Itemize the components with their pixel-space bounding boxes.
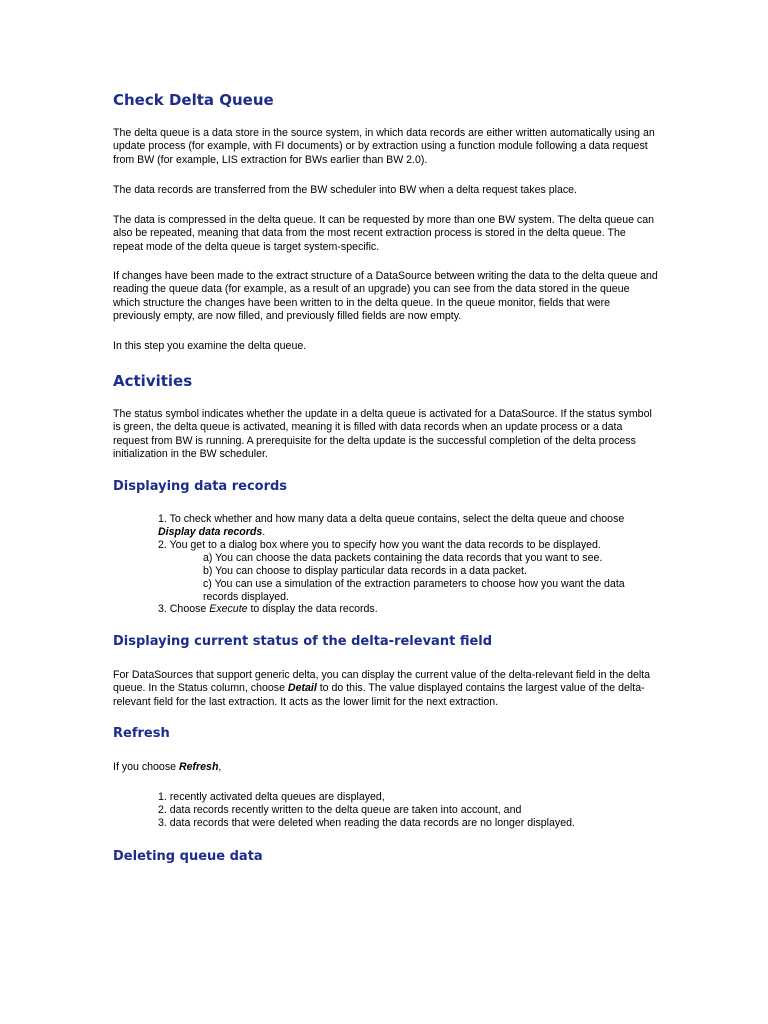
activities-paragraph: The status symbol indicates whether the update in a delta queue is activated for a DataSource. If the status symbol is green, the delta queue is activated, meaning it is filled with data records when an update process or a data request from BW is running. A prerequisite for the delta update is the successful completion of the delta process initialization in the BW scheduler.: [113, 408, 652, 460]
step-text: 1. To check whether and how many data a delta queue contains, select the delta queue and choose: [158, 513, 625, 525]
sub-list-item: a) You can choose the data packets containing the data records that you want to see.: [203, 552, 603, 564]
list-item: 2. You get to a dialog box where you to specify how you want the data records to be displayed.: [158, 539, 601, 551]
current-status-heading: Displaying current status of the delta-relevant field: [113, 634, 493, 649]
activities-heading: Activities: [113, 372, 193, 390]
display-data-records-term: Display data records: [158, 526, 263, 539]
refresh-intro: [113, 761, 658, 774]
list-item: 1. recently activated delta queues are displayed,: [158, 791, 385, 803]
paragraph-text: to do this. The value displayed contains the largest value of the delta-relevant field for the last extraction. It acts as the lower limit for the next extraction.: [113, 682, 645, 708]
intro-paragraph-5: In this step you examine the delta queue.: [113, 340, 307, 352]
list-item: 3. data records that were deleted when reading the data records are no longer displayed.: [158, 817, 575, 829]
intro-paragraph-2: The data records are transferred from the BW scheduler into BW when a delta request takes place.: [113, 184, 577, 196]
list-item: [158, 513, 658, 540]
intro-paragraph-3: The data is compressed in the delta queue. It can be requested by more than one BW system. The delta queue can also be repeated, meaning that data from the most recent extraction process is stored in the delta queue. The repeat mode of the delta queue is target system-specific.: [113, 214, 655, 253]
step-text: to display the data records.: [247, 603, 378, 615]
sub-list-item: b) You can choose to display particular data records in a data packet.: [203, 565, 527, 577]
intro-paragraph-4: If changes have been made to the extract structure of a DataSource between writing the data to the delta queue and reading the queue data (for example, as a result of an upgrade) you can see from the data stored in the queue which structure the changes have been written to in the delta queue. In the queue monitor, fields that were previously empty, are now filled, and previously filled fields are now empty.: [113, 270, 658, 322]
step-text: 3. Choose: [158, 603, 210, 615]
step-text: .: [262, 526, 266, 539]
refresh-heading: Refresh: [113, 726, 170, 741]
current-status-paragraph: [113, 669, 658, 709]
paragraph-text: ,: [218, 761, 222, 773]
sub-list-item: c) You can use a simulation of the extraction parameters to choose how you want the data records displayed.: [203, 578, 625, 604]
paragraph-text: If you choose: [113, 761, 179, 773]
intro-paragraph-1: The delta queue is a data store in the source system, in which data records are either written automatically using an update process (for example, with FI documents) or by extraction using a function module following a data request from BW (for example, LIS extraction for BWs earlier than BW 2.0).: [113, 127, 655, 166]
page-title: Check Delta Queue: [113, 91, 274, 109]
detail-term: Detail: [287, 682, 317, 695]
paragraph-text: For DataSources that support generic delta, you can display the current value of the delta-relevant field in the delta queue. In the Status column, choose: [113, 669, 651, 695]
list-item: [158, 603, 658, 616]
displaying-records-heading: Displaying data records: [113, 479, 288, 494]
refresh-term: Refresh: [178, 761, 219, 773]
execute-term: Execute: [209, 603, 248, 615]
deleting-heading: Deleting queue data: [113, 849, 263, 864]
list-item: 2. data records recently written to the delta queue are taken into account, and: [158, 804, 522, 816]
